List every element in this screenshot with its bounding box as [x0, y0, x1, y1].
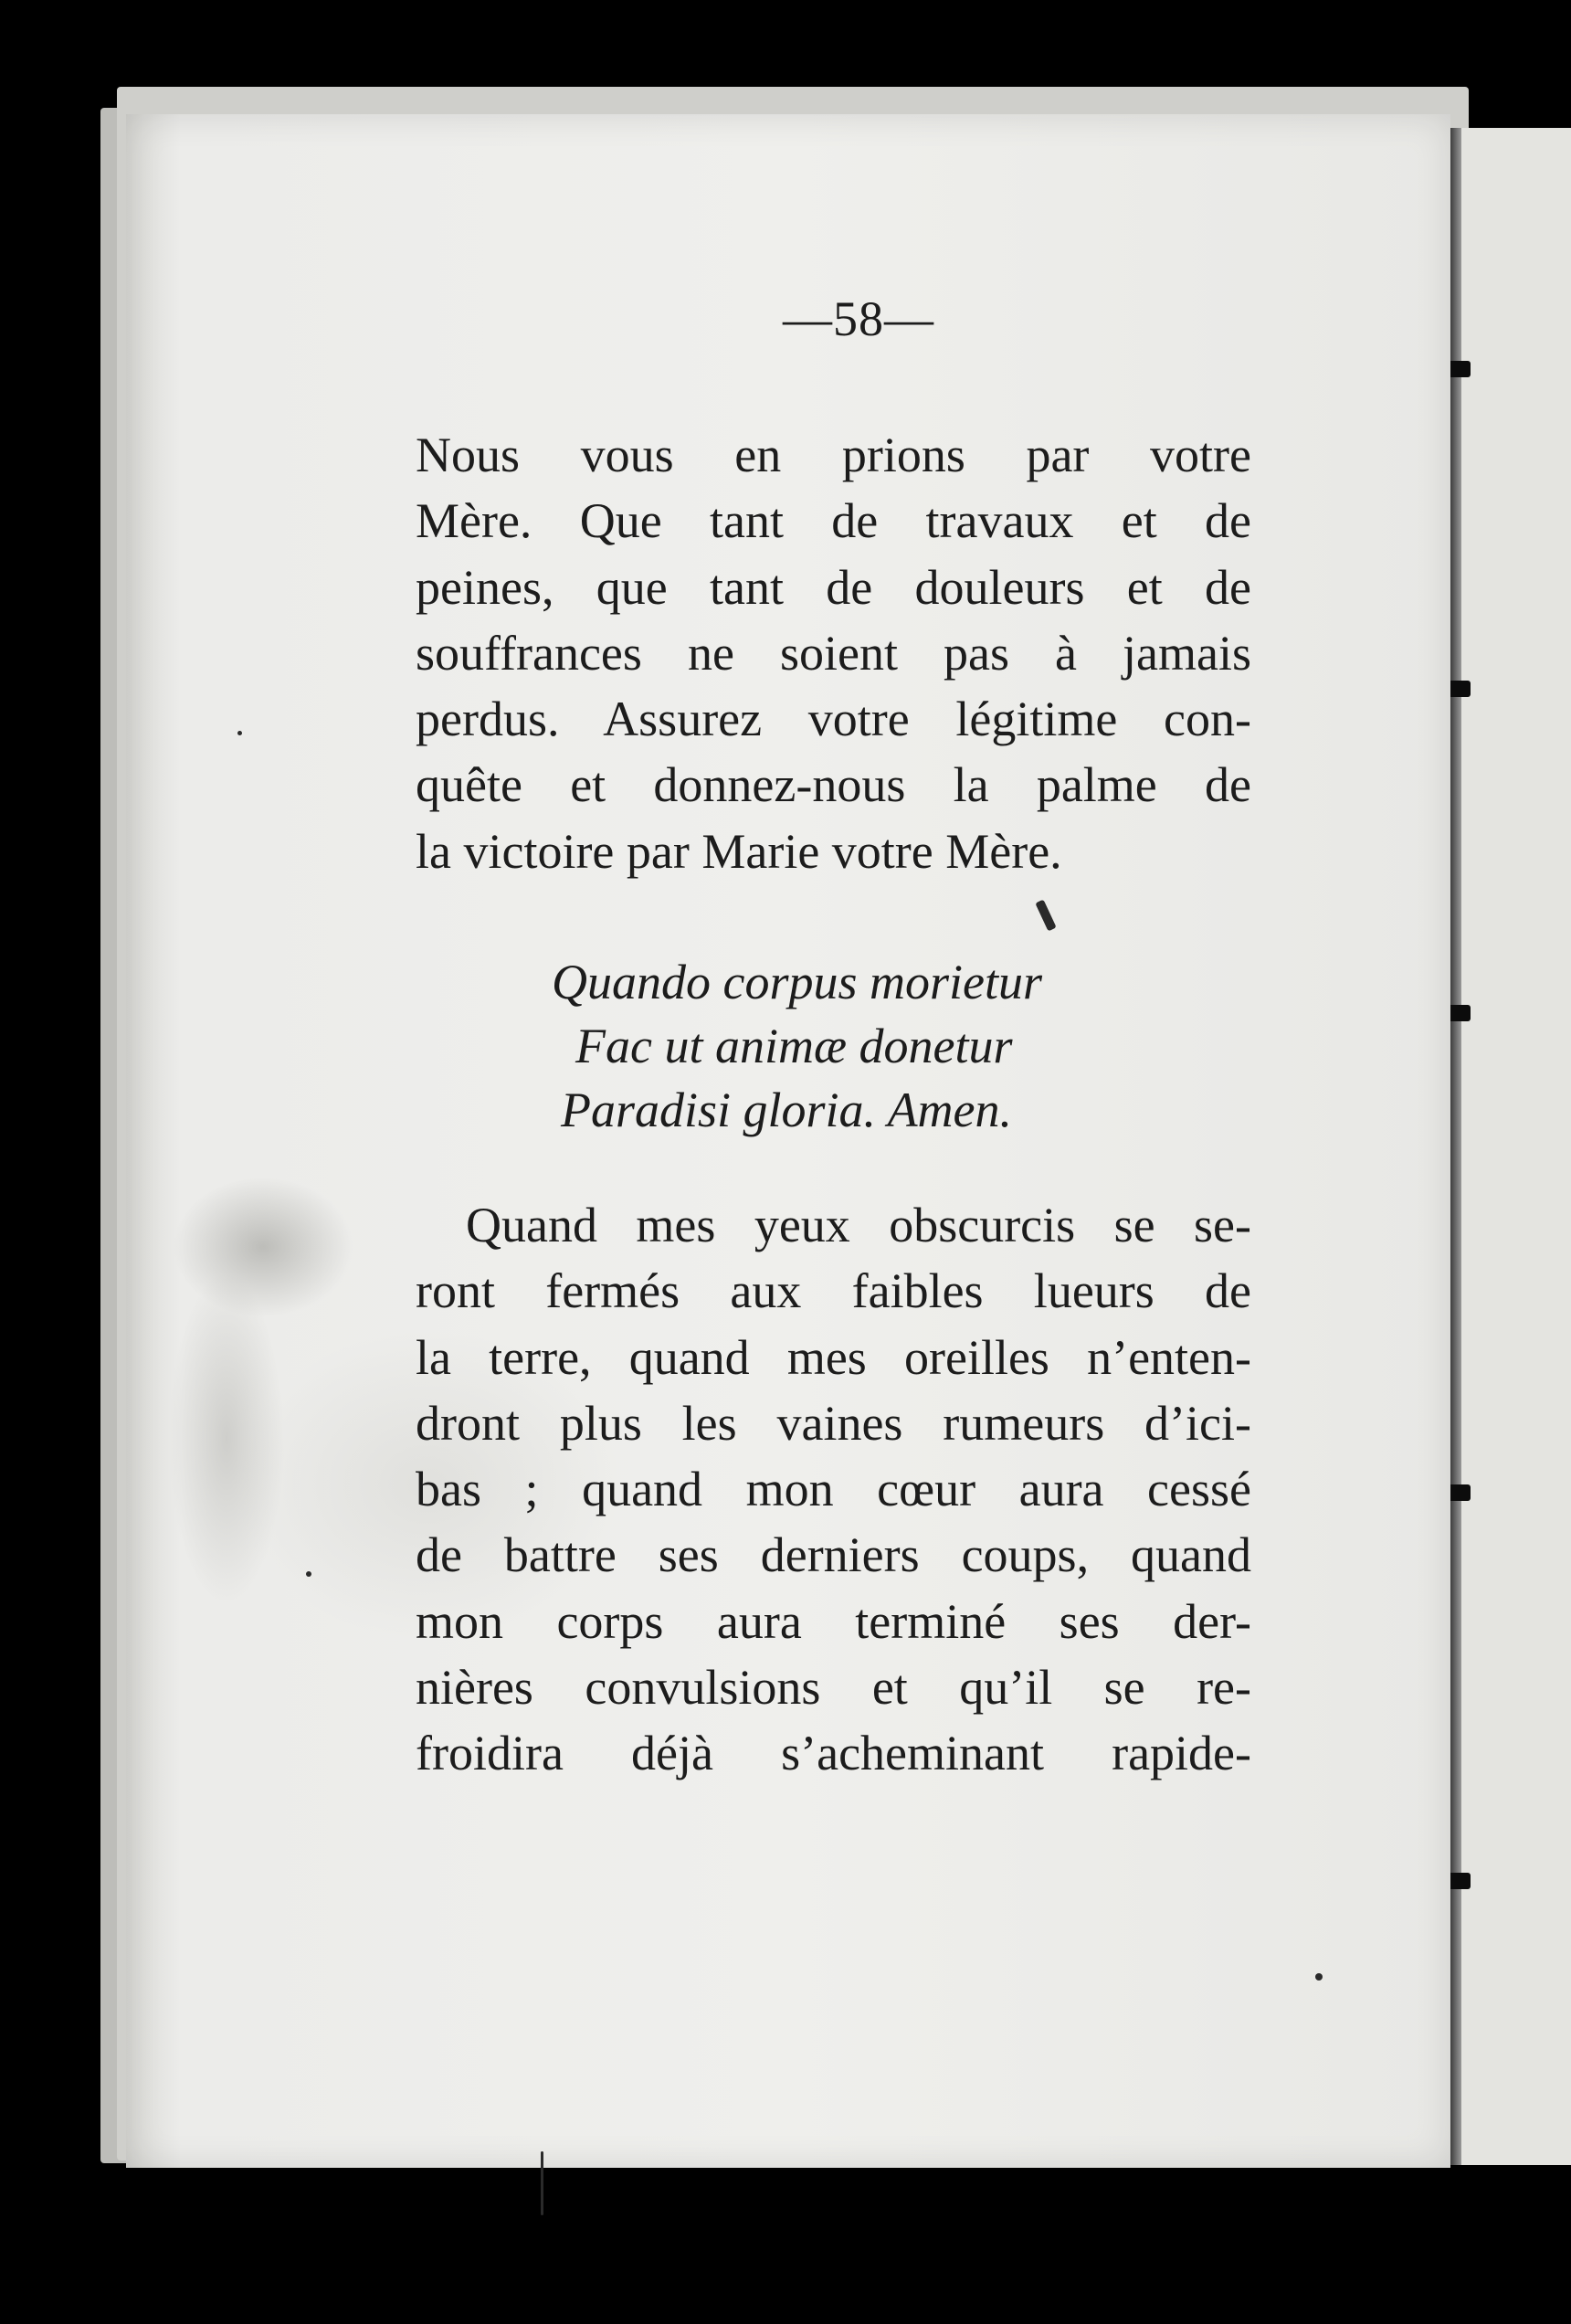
verse-line: Fac ut animæ donetur: [575, 1019, 1013, 1073]
text-line: dront plus les vaines rumeurs d’ici-: [416, 1395, 1251, 1451]
text-line: Mère. Que tant de travaux et de: [416, 493, 1251, 549]
text-line: perdus. Assurez votre légitime con-: [416, 692, 1251, 747]
text-line: bas ; quand mon cœur aura cessé: [416, 1462, 1251, 1517]
text-line: la terre, quand mes oreilles n’enten-: [416, 1329, 1251, 1385]
text-line: Quand mes yeux obscurcis se se-: [466, 1198, 1251, 1252]
text-line: peines, que tant de douleurs et de: [416, 559, 1251, 615]
paper-speck: [541, 2151, 543, 2215]
text-line: mon corps aura terminé ses der-: [416, 1593, 1251, 1649]
latin-verse: [530, 950, 1187, 1142]
text-line: de battre ses derniers coups, quand: [416, 1527, 1251, 1583]
text-line: nières convulsions et qu’il se re-: [416, 1660, 1251, 1716]
text-line: souffrances ne soient pas à jamais: [416, 625, 1251, 681]
verse-line: Paradisi gloria. Amen.: [561, 1083, 1013, 1137]
paragraph-meditation: [416, 1192, 1251, 1787]
paper-speck: [237, 731, 242, 735]
verse-line: Quando corpus morietur: [552, 955, 1042, 1009]
facing-page: [1461, 128, 1571, 2165]
paper-speck: [306, 1571, 311, 1577]
paper-speck: [1315, 1973, 1323, 1981]
paragraph-prayer: [416, 422, 1251, 884]
text-line: Nous vous en prions par votre: [416, 428, 1251, 482]
text-line: quête et donnez-nous la palme de: [416, 757, 1251, 813]
text-line: la victoire par Marie votre Mère.: [416, 823, 1062, 879]
page-number: —58—: [783, 291, 934, 346]
text-line: ront fermés aux faibles lueurs de: [416, 1263, 1251, 1319]
text-line: froidira déjà s’acheminant rapide-: [416, 1726, 1251, 1781]
